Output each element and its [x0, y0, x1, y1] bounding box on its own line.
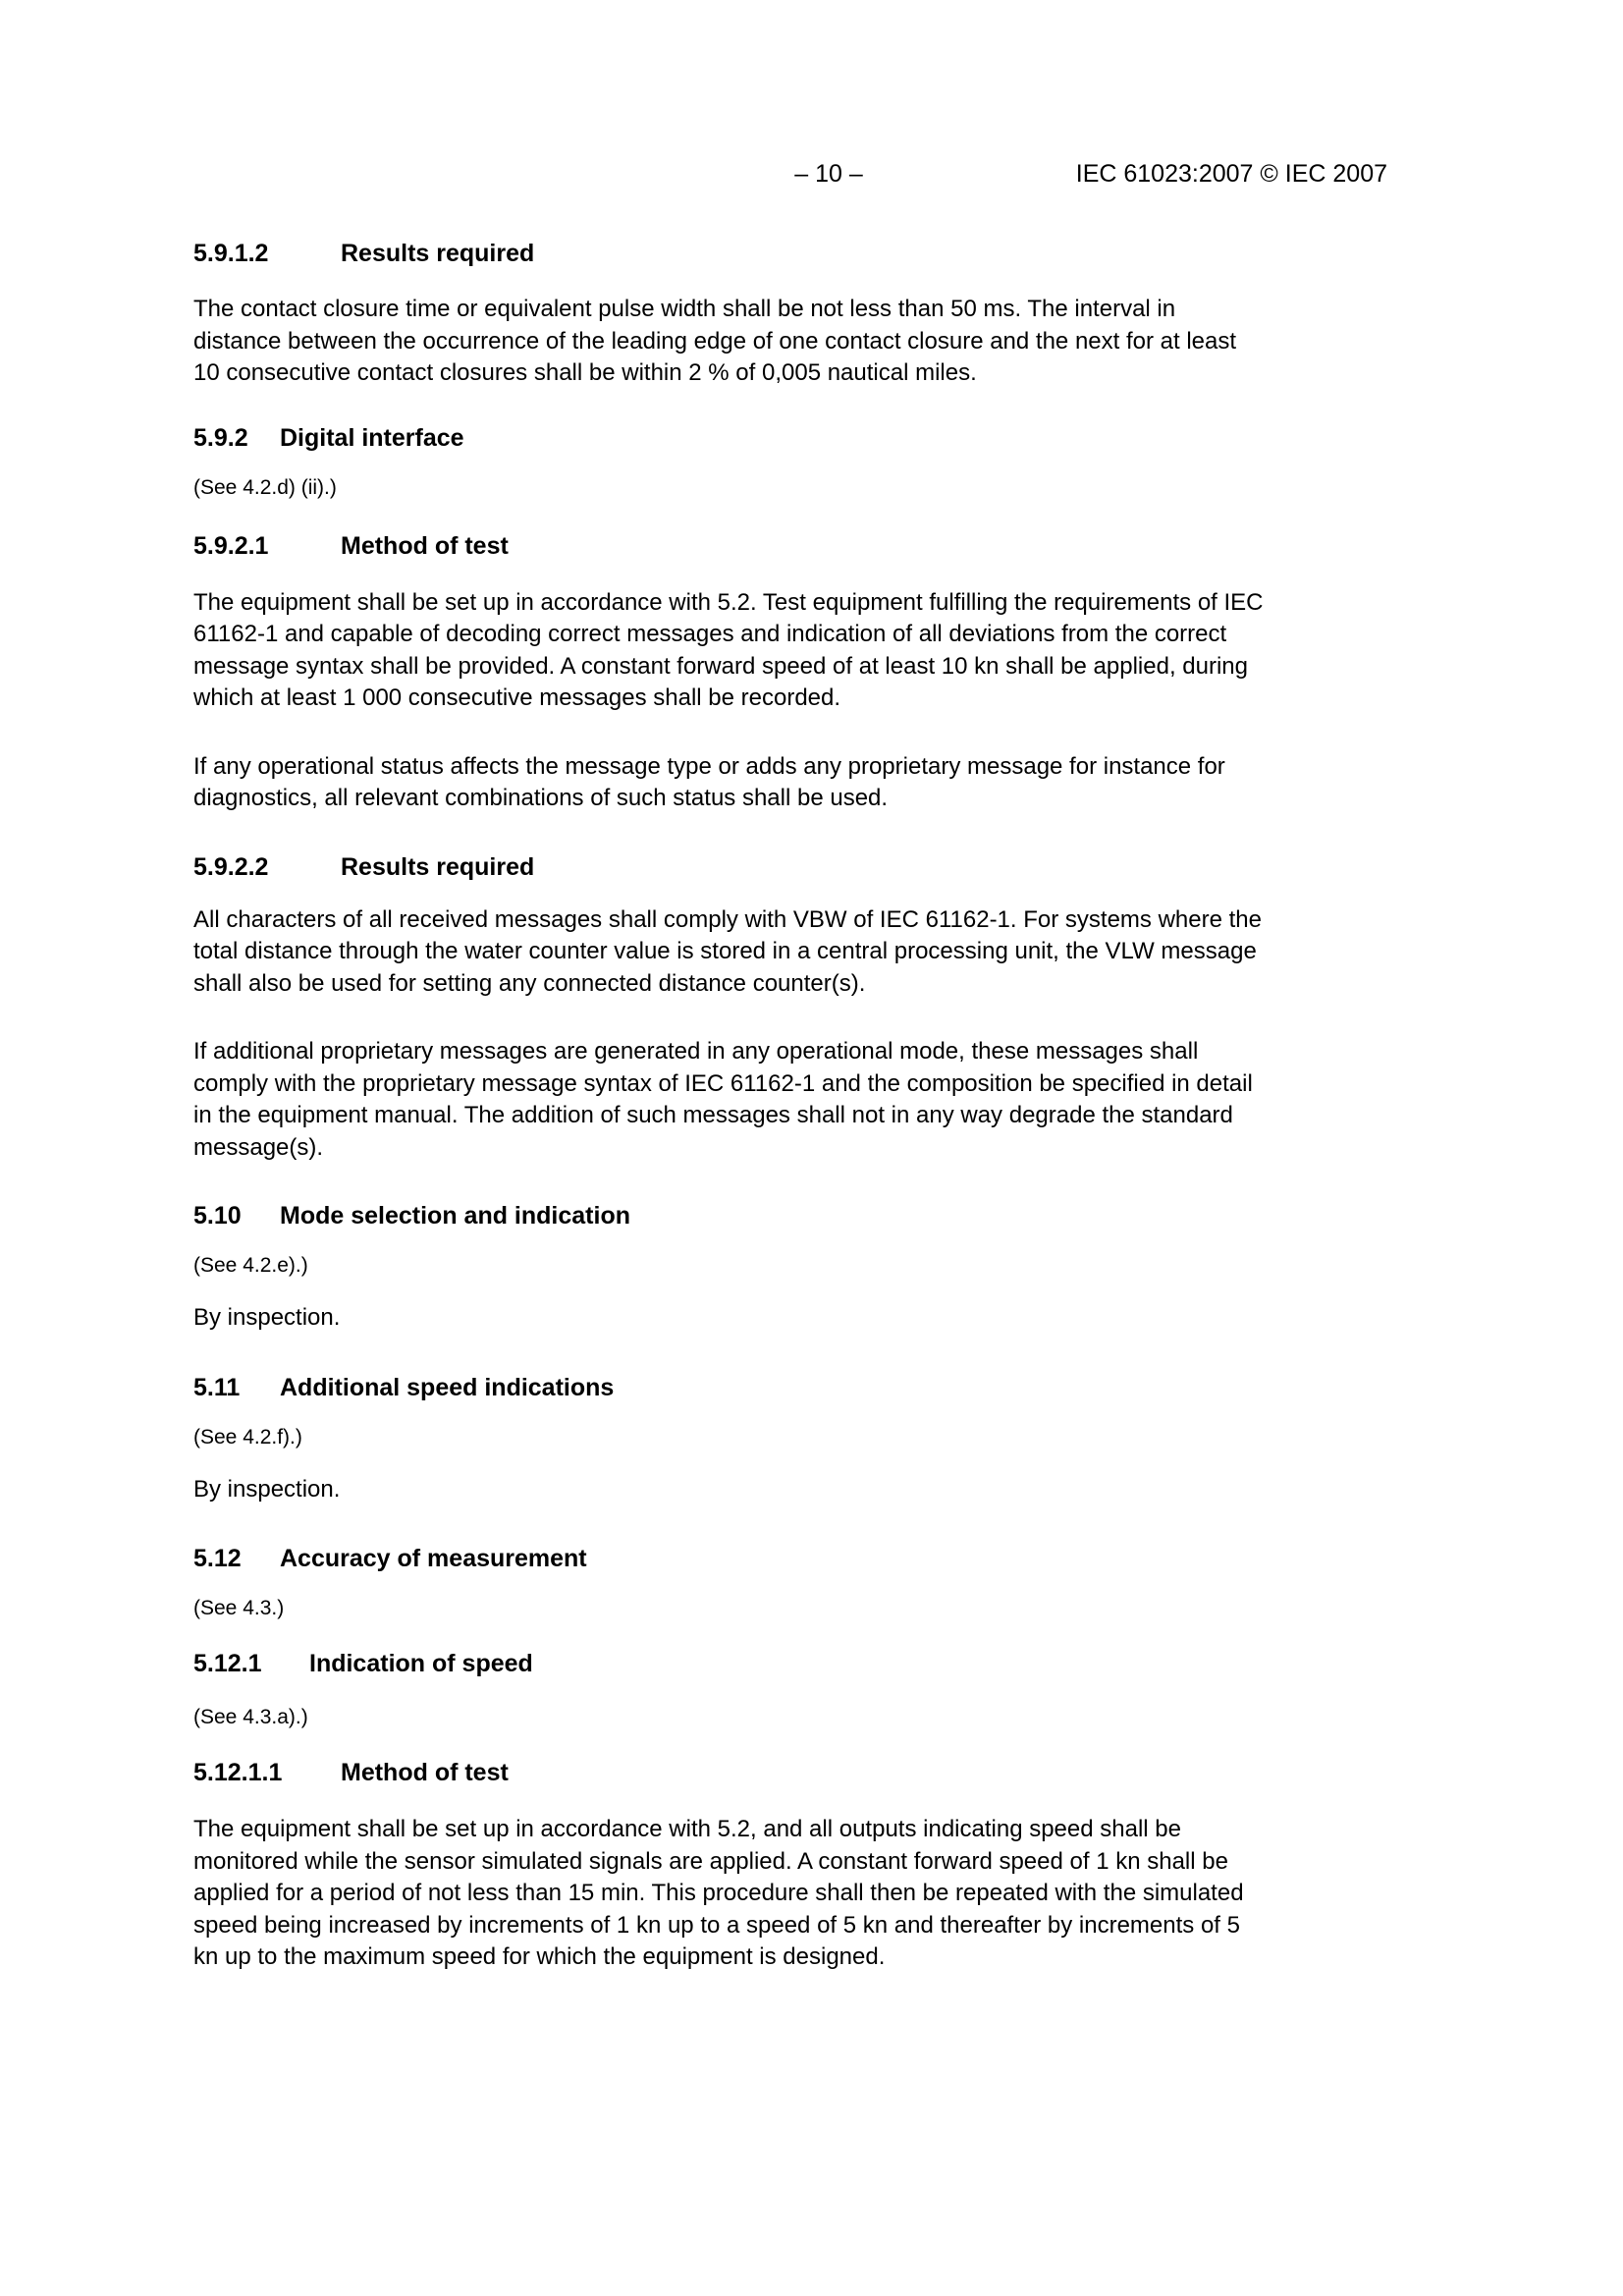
page-number: – 10 –: [794, 160, 863, 188]
paragraph: By inspection.: [193, 1304, 341, 1331]
section-number: 5.12: [193, 1545, 242, 1572]
section-title: Results required: [341, 852, 535, 881]
see-reference: (See 4.2.d) (ii).): [193, 475, 337, 499]
heading-5-9-1-2: [193, 239, 1264, 268]
section-number: 5.11: [193, 1373, 241, 1401]
heading-5-12: [193, 1544, 1264, 1573]
section-title: Method of test: [341, 1759, 509, 1786]
page-content: [193, 239, 1264, 1974]
heading-5-9-2-2: [193, 852, 1264, 882]
heading-5-9-2: [193, 423, 1264, 453]
heading-5-12-1: [193, 1649, 1264, 1678]
paragraph: All characters of all received messages shall comply with VBW of IEC 61162-1. For systems where the total distance through the water counter value is stored in a central processing unit, the VLW message shall also be used for setting any connected distance counter(s).: [193, 905, 1262, 997]
section-number: 5.9.1.2: [193, 240, 269, 267]
section-number: 5.9.2.2: [193, 852, 269, 881]
section-title: Indication of speed: [309, 1650, 533, 1677]
section-title: Method of test: [341, 531, 509, 560]
paragraph: The equipment shall be set up in accordance with 5.2, and all outputs indicating speed shall be monitored while the sensor simulated signals are applied. A constant forward speed of 1 kn shall be applied for a period of not less than 15 min. This procedure shall then be repeated with the simulated speed being increased by increments of 1 kn up to a speed of 5 kn and thereafter by increments of 5 kn up to the maximum speed for which the equipment is designed.: [193, 1816, 1244, 1970]
paragraph: If additional proprietary messages are generated in any operational mode, these messages shall comply with the proprietary message syntax of IEC 61162-1 and the composition be specified in detail in the equipment manual. The addition of such messages shall not in any way degrade the standard message(s).: [193, 1038, 1253, 1161]
heading-5-9-2-1: [193, 531, 1264, 561]
section-number: 5.12.1: [193, 1650, 262, 1677]
heading-5-10: [193, 1201, 1264, 1230]
paragraph: By inspection.: [193, 1475, 341, 1503]
paragraph: If any operational status affects the message type or adds any proprietary message for instance for diagnostics, all relevant combinations of such status shall be used.: [193, 752, 1225, 811]
see-reference: (See 4.2.f).): [193, 1425, 302, 1449]
section-title: Additional speed indications: [280, 1373, 615, 1401]
section-number: 5.9.2.1: [193, 531, 269, 560]
standard-reference: IEC 61023:2007 © IEC 2007: [1075, 160, 1387, 188]
see-reference: (See 4.2.e).): [193, 1254, 308, 1277]
see-reference: (See 4.3.a).): [193, 1706, 308, 1728]
section-number: 5.9.2: [193, 423, 248, 452]
section-title: Digital interface: [280, 423, 464, 452]
heading-5-11: [193, 1373, 1264, 1402]
section-title: Accuracy of measurement: [280, 1545, 587, 1572]
section-number: 5.10: [193, 1202, 242, 1230]
paragraph: The contact closure time or equivalent pulse width shall be not less than 50 ms. The interval in distance between the occurrence of the leading edge of one contact closure and the next for at least 10 consecutive contact closures shall be within 2 % of 0,005 nautical miles.: [193, 296, 1237, 386]
section-title: Mode selection and indication: [280, 1202, 630, 1230]
section-title: Results required: [341, 240, 535, 267]
heading-5-12-1-1: [193, 1758, 1264, 1787]
see-reference: (See 4.3.): [193, 1597, 285, 1619]
paragraph: The equipment shall be set up in accordance with 5.2. Test equipment fulfilling the requirements of IEC 61162-1 and capable of decoding correct messages and indication of all deviations from the correct message syntax shall be provided. A constant forward speed of at least 10 kn shall be applied, during which at least 1 000 consecutive messages shall be recorded.: [193, 588, 1264, 711]
section-number: 5.12.1.1: [193, 1759, 283, 1786]
